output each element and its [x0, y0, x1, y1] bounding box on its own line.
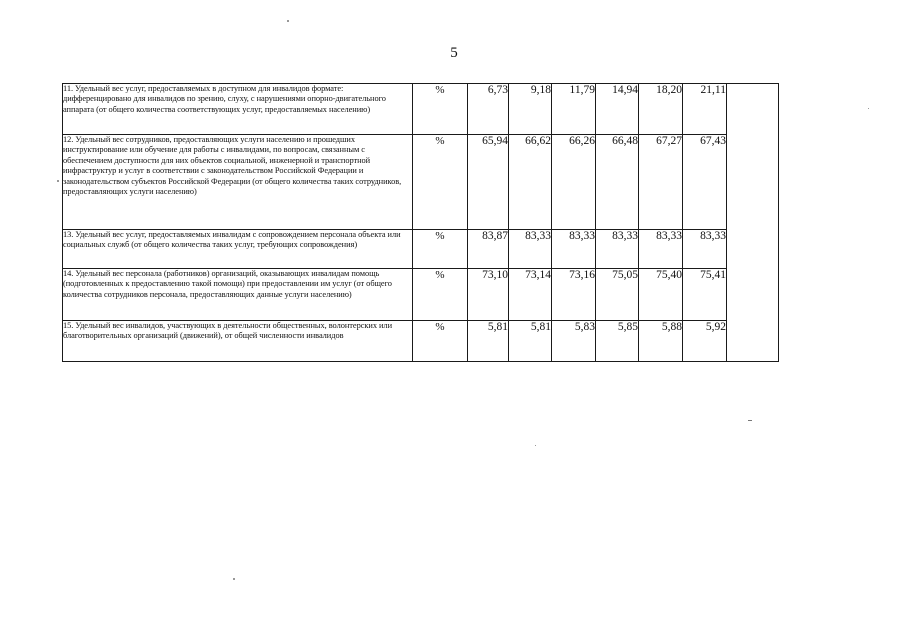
indicator-value: 66,62	[509, 135, 552, 230]
indicator-value: 9,18	[509, 84, 552, 135]
scan-speck	[868, 108, 869, 109]
indicators-table	[62, 83, 779, 362]
indicator-value: 5,92	[683, 321, 727, 362]
table-row	[63, 135, 779, 230]
indicator-value: 83,33	[683, 230, 727, 269]
indicator-unit: %	[413, 84, 468, 135]
indicator-description: 15. Удельный вес инвалидов, участвующих в деятельности общественных, волонтерских или благотворительных организаций (движений), от общей численности инвалидов	[63, 321, 413, 362]
indicator-value: 5,81	[468, 321, 509, 362]
table-row	[63, 321, 779, 362]
indicator-value: 83,33	[596, 230, 639, 269]
indicator-value: 18,20	[639, 84, 683, 135]
indicator-description: 14. Удельный вес персонала (работников) организаций, оказывающих инвалидам помощь (подготовленных к предоставлению такой помощи) при предоставлении им услуг (от общего количества сотрудников персонала, предоставляющих данные услуги населению)	[63, 269, 413, 321]
indicator-value: 75,05	[596, 269, 639, 321]
indicator-value: 66,26	[552, 135, 596, 230]
scan-speck	[535, 445, 536, 446]
table-row	[63, 230, 779, 269]
scan-speck	[748, 420, 752, 421]
indicator-value: 6,73	[468, 84, 509, 135]
indicator-value: 5,81	[509, 321, 552, 362]
indicator-description: 11. Удельный вес услуг, предоставляемых в доступном для инвалидов формате: дифференцировано для инвалидов по зрению, слуху, с нарушениями опорно-двигательного аппарата (от общего количества соответствующих услуг, предоставляемых населению)	[63, 84, 413, 135]
indicator-value: 75,40	[639, 269, 683, 321]
indicator-value: 5,88	[639, 321, 683, 362]
indicator-value: 66,48	[596, 135, 639, 230]
scan-speck	[287, 20, 289, 22]
indicator-unit: %	[413, 230, 468, 269]
scan-speck	[57, 180, 59, 182]
indicator-value: 83,87	[468, 230, 509, 269]
scan-speck	[233, 578, 235, 580]
indicator-description: 13. Удельный вес услуг, предоставляемых инвалидам с сопровождением персонала объекта или социальных служб (от общего количества таких услуг, требующих сопровождения)	[63, 230, 413, 269]
indicator-description: 12. Удельный вес сотрудников, предоставляющих услуги населению и прошедших инструктирование или обучение для работы с инвалидами, по вопросам, связанным с обеспечением доступности для них объектов социальной, инженерной и транспортной инфраструктур и услуг в соответствии с законодательством Российской Федерации и законодательством субъектов Российской Федерации (от общего количества таких сотрудников, предоставляющих услуги населению)	[63, 135, 413, 230]
indicator-value: 5,85	[596, 321, 639, 362]
indicator-unit: %	[413, 269, 468, 321]
indicator-unit: %	[413, 321, 468, 362]
indicator-value: 11,79	[552, 84, 596, 135]
indicator-value: 75,41	[683, 269, 727, 321]
indicator-value: 14,94	[596, 84, 639, 135]
empty-cell	[727, 84, 779, 362]
indicator-value: 73,10	[468, 269, 509, 321]
indicator-value: 67,43	[683, 135, 727, 230]
table-row	[63, 84, 779, 135]
indicator-value: 5,83	[552, 321, 596, 362]
indicator-value: 73,16	[552, 269, 596, 321]
indicator-value: 83,33	[639, 230, 683, 269]
indicator-value: 67,27	[639, 135, 683, 230]
indicator-value: 83,33	[509, 230, 552, 269]
indicator-unit: %	[413, 135, 468, 230]
indicator-value: 73,14	[509, 269, 552, 321]
table-row	[63, 269, 779, 321]
page-number: 5	[450, 45, 458, 61]
indicator-value: 83,33	[552, 230, 596, 269]
indicator-value: 21,11	[683, 84, 727, 135]
indicator-value: 65,94	[468, 135, 509, 230]
